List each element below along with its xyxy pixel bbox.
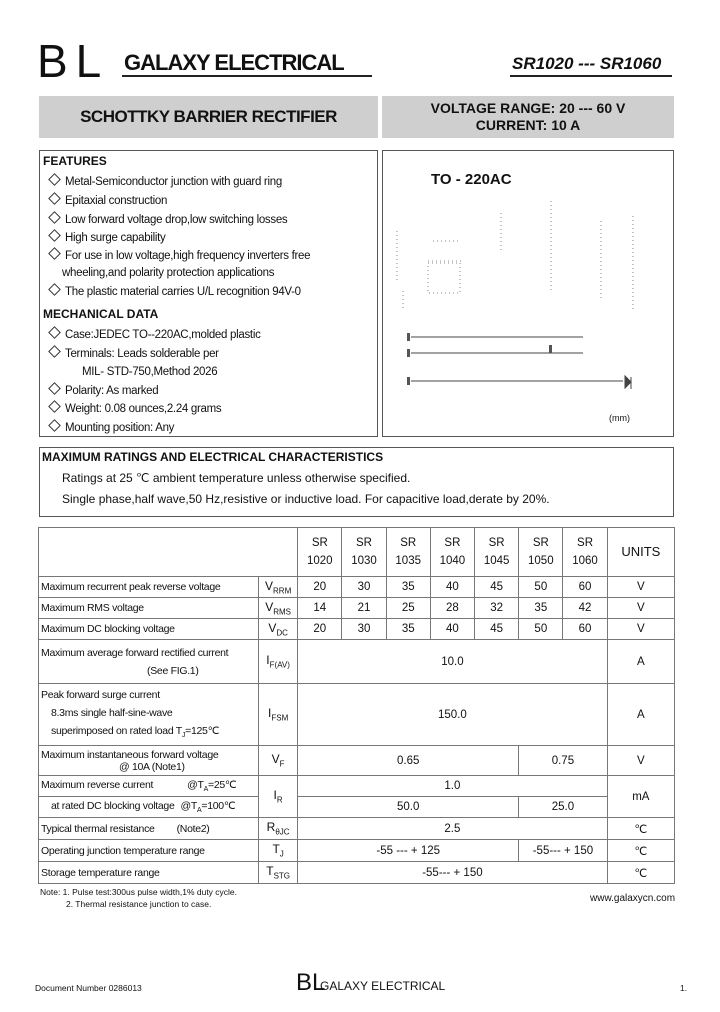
model-header: SR 1045	[475, 528, 519, 577]
diamond-bullet-icon	[48, 326, 61, 339]
features-box	[39, 150, 378, 437]
voltage-range: VOLTAGE RANGE: 20 --- 60 V	[430, 100, 626, 116]
ratings-ambient-note: Ratings at 25 ℃ ambient temperature unless otherwise specified.	[62, 471, 411, 485]
symbol: $V_{DC}$	[259, 619, 298, 640]
diamond-bullet-icon	[48, 211, 61, 224]
table-row: at rated DC blocking voltage $@T_A=100℃$ 50.0 25.0	[39, 797, 675, 818]
ratings-table	[38, 527, 675, 884]
page-number: 1.	[680, 983, 688, 993]
table-row: Maximum DC blocking voltage $V_{DC}$ 20 30 35 40 45 50 60 V	[39, 619, 675, 640]
model-header: SR 1060	[563, 528, 607, 577]
model-header: SR 1035	[386, 528, 430, 577]
table-header-row	[39, 528, 675, 577]
table-row: Storage temperature range $T_{STG}$ -55--- + 150 ℃	[39, 862, 675, 884]
model-header: SR 1020	[298, 528, 342, 577]
part-range-underline	[510, 75, 672, 77]
website-link[interactable]: www.galaxycn.com	[590, 893, 676, 904]
features-heading: FEATURES	[43, 154, 107, 168]
voltage-current-box	[382, 96, 674, 138]
product-title	[39, 96, 378, 138]
symbol: $I_{F(AV)}$	[259, 640, 298, 684]
feature-item: Metal-Semiconductor junction with guard ring	[50, 173, 282, 191]
model-header: SR 1030	[342, 528, 386, 577]
diamond-bullet-icon	[48, 283, 61, 296]
diamond-bullet-icon	[48, 382, 61, 395]
unit-label: (mm)	[609, 413, 630, 423]
model-header: SR 1050	[519, 528, 563, 577]
table-row: Maximum RMS voltage $V_{RMS}$ 14 21 25 28 32 35 42 V	[39, 598, 675, 619]
company-logo: BL	[37, 35, 110, 87]
diamond-bullet-icon	[48, 345, 61, 358]
part-number-range: SR1020 --- SR1060	[512, 54, 662, 73]
table-row: Maximum instantaneous forward voltage @ 10A (Note1) $V_F$ 0.65 0.75 V	[39, 746, 675, 776]
feature-item: For use in low voltage,high frequency inverters free	[50, 247, 310, 265]
diamond-bullet-icon	[48, 229, 61, 242]
package-drawing-box	[382, 150, 674, 437]
mechanical-heading: MECHANICAL DATA	[43, 307, 159, 321]
ratings-load-note: Single phase,half wave,50 Hz,resistive or inductive load. For capacitive load,derate by 20%.	[62, 492, 550, 506]
feature-item: High surge capability	[50, 229, 165, 247]
package-outline-drawing	[383, 151, 673, 436]
package-title: TO - 220AC	[431, 171, 512, 188]
mechanical-item: Terminals: Leads solderable per	[50, 345, 219, 363]
header-underline	[122, 75, 372, 77]
footer-logo: BL	[296, 969, 326, 996]
symbol: $R_{\theta JC}$	[259, 818, 298, 840]
table-row: Maximum average forward rectified current (See FIG.1) $I_{F(AV)}$ 10.0 A	[39, 640, 675, 684]
ratings-heading: MAXIMUM RATINGS AND ELECTRICAL CHARACTERISTICS	[42, 450, 384, 464]
mechanical-item: Mounting position: Any	[50, 419, 174, 437]
symbol: $V_{RRM}$	[259, 577, 298, 598]
product-title-text: SCHOTTKY BARRIER RECTIFIER	[80, 107, 337, 126]
diamond-bullet-icon	[48, 419, 61, 432]
symbol: $V_F$	[259, 746, 298, 776]
current-rating: CURRENT: 10 A	[475, 117, 581, 133]
feature-item: Low forward voltage drop,low switching losses	[50, 211, 287, 229]
note-2: 2. Thermal resistance junction to case.	[66, 899, 212, 909]
symbol: $I_R$	[259, 776, 298, 818]
note-1: Note: 1. Pulse test:300us pulse width,1% duty cycle.	[40, 887, 238, 897]
mechanical-item-continuation: MIL- STD-750,Method 2026	[82, 366, 218, 378]
feature-item: The plastic material carries U/L recognition 94V-0	[50, 283, 301, 301]
units-header: UNITS	[607, 528, 674, 577]
diamond-bullet-icon	[48, 400, 61, 413]
mechanical-item: Case:JEDEC TO--220AC,molded plastic	[50, 326, 261, 344]
mechanical-item: Weight: 0.08 ounces,2.24 grams	[50, 400, 221, 418]
mechanical-item: Polarity: As marked	[50, 382, 158, 400]
symbol: $T_{STG}$	[259, 862, 298, 884]
table-row: Typical thermal resistance (Note2) $R_{\theta JC}$ 2.5 ℃	[39, 818, 675, 840]
table-row: Maximum reverse current $@T_A=25℃$ $I_R$ 1.0 mA	[39, 776, 675, 797]
symbol: $I_{FSM}$	[259, 684, 298, 746]
symbol: $V_{RMS}$	[259, 598, 298, 619]
feature-item-continuation: wheeling,and polarity protection applications	[62, 267, 275, 279]
diamond-bullet-icon	[48, 192, 61, 205]
table-row: Operating junction temperature range $T_J$ -55 --- + 125 -55--- + 150 ℃	[39, 840, 675, 862]
document-number: Document Number 0286013	[35, 983, 142, 993]
ratings-box	[39, 447, 674, 517]
feature-item: Epitaxial construction	[50, 192, 167, 210]
header-blank	[39, 528, 298, 577]
company-name: GALAXY ELECTRICAL	[124, 50, 344, 75]
diamond-bullet-icon	[48, 247, 61, 260]
symbol: $T_J$	[259, 840, 298, 862]
table-row: Peak forward surge current 8.3ms single half-sine-wave superimposed on rated load $T_J=125℃$ $I_{FSM}$ 150.0 A	[39, 684, 675, 746]
footer-company: GALAXY ELECTRICAL	[320, 979, 446, 993]
model-header: SR 1040	[430, 528, 474, 577]
diamond-bullet-icon	[48, 173, 61, 186]
table-row: Maximum recurrent peak reverse voltage $V_{RRM}$ 20 30 35 40 45 50 60 V	[39, 577, 675, 598]
